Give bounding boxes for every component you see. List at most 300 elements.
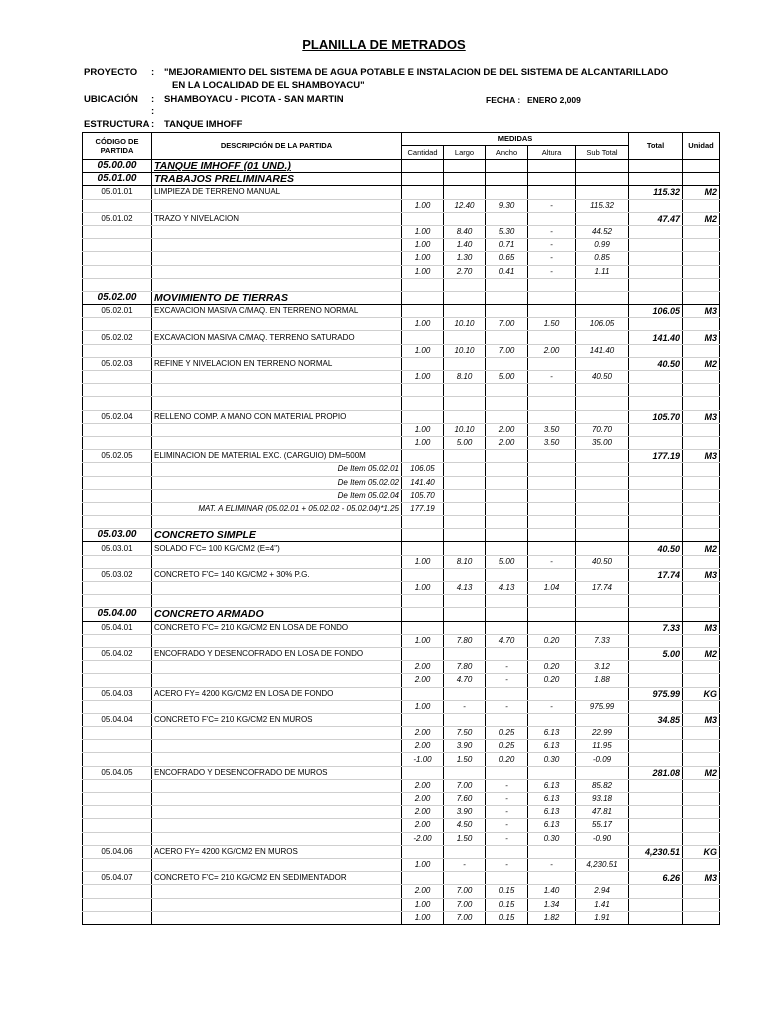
empty-cell [486,502,528,515]
item-code: 05.04.04 [83,713,152,726]
empty-cell [576,278,629,291]
measure-cantidad: 2.00 [402,819,444,832]
empty-cell [528,331,576,344]
empty-cell [486,173,528,186]
reference-row [83,463,720,476]
empty-cell [486,621,528,634]
empty-cell [83,911,152,924]
empty-cell [629,806,683,819]
measure-altura: - [528,555,576,568]
ubicacion-value: SHAMBOYACU - PICOTA - SAN MARTIN [164,94,344,105]
empty-cell [444,502,486,515]
empty-cell [152,806,402,819]
measure-altura: 3.50 [528,423,576,436]
measure-ancho: - [486,832,528,845]
empty-cell [683,911,720,924]
empty-cell [528,529,576,542]
empty-cell [528,595,576,608]
empty-cell [486,647,528,660]
measure-ancho: 0.41 [486,265,528,278]
measure-ancho: - [486,779,528,792]
blank-row [83,384,720,397]
empty-cell [444,212,486,225]
section-row [83,529,720,542]
blank-row [83,595,720,608]
empty-cell [576,489,629,502]
measure-altura: - [528,225,576,238]
measure-cantidad: 1.00 [402,199,444,212]
measure-subtotal: 1.41 [576,898,629,911]
measure-ancho: 0.65 [486,252,528,265]
measure-subtotal: 1.11 [576,265,629,278]
empty-cell [83,661,152,674]
item-total: 40.50 [629,357,683,370]
measure-altura: 6.13 [528,779,576,792]
empty-cell [83,476,152,489]
measure-subtotal: 1.88 [576,674,629,687]
col-subtotal: Sub Total [576,146,629,160]
empty-cell [629,727,683,740]
empty-cell [576,766,629,779]
empty-cell [152,740,402,753]
title-text: PLANILLA DE METRADOS [302,37,466,52]
empty-cell [444,529,486,542]
measure-altura: 6.13 [528,806,576,819]
empty-cell [444,450,486,463]
empty-cell [444,331,486,344]
empty-cell [486,476,528,489]
measure-row [83,225,720,238]
empty-cell [402,160,444,173]
measure-ancho: - [486,819,528,832]
item-unit: M3 [683,872,720,885]
empty-cell [528,542,576,555]
empty-cell [152,516,402,529]
item-unit: M2 [683,542,720,555]
measure-altura: 6.13 [528,819,576,832]
item-total: 6.26 [629,872,683,885]
empty-cell [576,845,629,858]
empty-cell [528,160,576,173]
measure-row [83,700,720,713]
empty-cell [444,872,486,885]
measure-largo: 2.70 [444,265,486,278]
measure-row [83,239,720,252]
proyecto-colon: : [151,67,155,78]
empty-cell [683,793,720,806]
measure-largo: 4.70 [444,674,486,687]
item-code: 05.02.02 [83,331,152,344]
empty-cell [576,872,629,885]
section-title: MOVIMIENTO DE TIERRAS [152,291,402,304]
empty-cell [444,687,486,700]
empty-cell [683,502,720,515]
measure-row [83,753,720,766]
empty-cell [629,858,683,871]
item-code: 05.04.02 [83,647,152,660]
item-row [83,568,720,581]
measure-largo: 7.80 [444,661,486,674]
item-row [83,621,720,634]
reference-row [83,489,720,502]
measure-largo: 8.10 [444,371,486,384]
measure-largo: 10.10 [444,344,486,357]
item-code: 05.02.05 [83,450,152,463]
empty-cell [444,397,486,410]
empty-cell [683,555,720,568]
item-description: ENCOFRADO Y DESENCOFRADO EN LOSA DE FONDO [152,647,402,660]
item-description: CONCRETO F'C= 140 KG/CM2 + 30% P.G. [152,568,402,581]
empty-cell [444,608,486,621]
empty-cell [152,318,402,331]
empty-cell [528,305,576,318]
item-unit: M2 [683,766,720,779]
measure-cantidad: 1.00 [402,239,444,252]
measure-cantidad: 2.00 [402,793,444,806]
empty-cell [683,291,720,304]
empty-cell [683,595,720,608]
measure-subtotal: 0.99 [576,239,629,252]
measure-cantidad: 1.00 [402,344,444,357]
empty-cell [576,713,629,726]
item-total: 281.08 [629,766,683,779]
empty-cell [528,766,576,779]
measure-largo: 7.00 [444,885,486,898]
measure-ancho: 0.71 [486,239,528,252]
col-unidad: Unidad [683,133,720,160]
measure-subtotal: 47.81 [576,806,629,819]
measure-ancho: 4.70 [486,634,528,647]
measure-altura: 3.50 [528,436,576,449]
item-total: 141.40 [629,331,683,344]
measure-subtotal: 11.95 [576,740,629,753]
measure-row [83,898,720,911]
section-code: 05.03.00 [83,529,152,542]
empty-cell [683,476,720,489]
measure-largo: 4.13 [444,582,486,595]
reference-value: 141.40 [402,476,444,489]
empty-cell [576,357,629,370]
empty-cell [683,806,720,819]
measure-cantidad: 1.00 [402,265,444,278]
measure-cantidad: 1.00 [402,582,444,595]
empty-cell [83,371,152,384]
empty-cell [83,423,152,436]
measure-row [83,674,720,687]
measure-row [83,423,720,436]
empty-cell [486,397,528,410]
empty-cell [629,173,683,186]
empty-cell [152,793,402,806]
empty-cell [683,727,720,740]
empty-cell [629,832,683,845]
measure-ancho: - [486,700,528,713]
empty-cell [683,885,720,898]
empty-cell [444,305,486,318]
empty-cell [528,516,576,529]
empty-cell [402,516,444,529]
measure-ancho: 0.15 [486,885,528,898]
empty-cell [486,687,528,700]
empty-cell [486,331,528,344]
empty-cell [444,384,486,397]
measure-altura: - [528,252,576,265]
measure-altura: 0.30 [528,753,576,766]
measure-cantidad: 1.00 [402,252,444,265]
item-code: 05.04.03 [83,687,152,700]
empty-cell [576,212,629,225]
measure-subtotal: 35.00 [576,436,629,449]
measure-subtotal: 40.50 [576,555,629,568]
empty-cell [576,173,629,186]
empty-cell [444,766,486,779]
measure-ancho: 7.00 [486,318,528,331]
empty-cell [683,753,720,766]
empty-cell [629,371,683,384]
empty-cell [528,357,576,370]
item-unit: M2 [683,357,720,370]
section-row [83,173,720,186]
empty-cell [444,647,486,660]
reference-label: De Item 05.02.02 [152,476,402,489]
empty-cell [152,265,402,278]
empty-cell [152,252,402,265]
empty-cell [444,160,486,173]
measure-row [83,911,720,924]
empty-cell [486,305,528,318]
item-description: TRAZO Y NIVELACION [152,212,402,225]
empty-cell [629,265,683,278]
empty-cell [528,687,576,700]
item-total: 7.33 [629,621,683,634]
measure-subtotal: 141.40 [576,344,629,357]
measure-largo: 8.40 [444,225,486,238]
item-row [83,357,720,370]
item-total: 115.32 [629,186,683,199]
estructura-colon: : [151,119,155,130]
measure-row [83,265,720,278]
empty-cell [629,225,683,238]
empty-cell [83,832,152,845]
measure-altura: 6.13 [528,727,576,740]
empty-cell [402,291,444,304]
empty-cell [402,647,444,660]
col-total: Total [629,133,683,160]
empty-cell [629,582,683,595]
empty-cell [629,291,683,304]
measure-largo: 1.30 [444,252,486,265]
empty-cell [402,357,444,370]
empty-cell [83,397,152,410]
page-title [0,37,768,52]
empty-cell [486,291,528,304]
col-cantidad: Cantidad [402,146,444,160]
estructura-label: ESTRUCTURA [84,119,150,130]
empty-cell [629,502,683,515]
empty-cell [683,265,720,278]
empty-cell [629,436,683,449]
ubicacion-label: UBICACIÓN [84,94,138,105]
item-unit: M3 [683,305,720,318]
measure-cantidad: 1.00 [402,423,444,436]
item-code: 05.04.05 [83,766,152,779]
measure-ancho: - [486,806,528,819]
item-row [83,845,720,858]
item-description: LIMPIEZA DE TERRENO MANUAL [152,186,402,199]
empty-cell [629,252,683,265]
empty-cell [402,450,444,463]
empty-cell [402,687,444,700]
empty-cell [486,384,528,397]
empty-cell [83,793,152,806]
measure-row [83,555,720,568]
item-description: EXCAVACION MASIVA C/MAQ. TERRENO SATURADO [152,331,402,344]
item-description: ELIMINACION DE MATERIAL EXC. (CARGUIO) DM=500M [152,450,402,463]
empty-cell [683,858,720,871]
measure-cantidad: 1.00 [402,858,444,871]
measure-altura: 6.13 [528,740,576,753]
empty-cell [629,793,683,806]
empty-cell [528,621,576,634]
empty-cell [486,186,528,199]
reference-value: 106.05 [402,463,444,476]
item-row [83,331,720,344]
empty-cell [629,516,683,529]
empty-cell [444,410,486,423]
empty-cell [152,278,402,291]
ubicacion-colon: : [151,94,155,105]
measure-altura: 0.20 [528,634,576,647]
measure-cantidad: 2.00 [402,806,444,819]
item-code: 05.01.01 [83,186,152,199]
item-unit: M3 [683,450,720,463]
measure-cantidad: 1.00 [402,436,444,449]
empty-cell [402,621,444,634]
measure-ancho: 0.15 [486,911,528,924]
empty-cell [576,476,629,489]
empty-cell [576,516,629,529]
measure-ancho: 9.30 [486,199,528,212]
measure-row [83,858,720,871]
empty-cell [83,516,152,529]
blank-row [83,516,720,529]
section-title: TRABAJOS PRELIMINARES [152,173,402,186]
empty-cell [576,160,629,173]
empty-cell [83,582,152,595]
fecha-label: FECHA : [486,95,521,105]
measure-cantidad: 1.00 [402,634,444,647]
measure-subtotal: 70.70 [576,423,629,436]
empty-cell [528,186,576,199]
section-title: CONCRETO SIMPLE [152,529,402,542]
empty-cell [152,898,402,911]
empty-cell [83,252,152,265]
measure-cantidad: 1.00 [402,371,444,384]
empty-cell [683,371,720,384]
reference-row [83,502,720,515]
estructura-value: TANQUE IMHOFF [164,119,243,130]
empty-cell [402,568,444,581]
empty-cell [444,568,486,581]
measure-largo: 10.10 [444,423,486,436]
item-unit: M3 [683,331,720,344]
empty-cell [486,212,528,225]
empty-cell [576,608,629,621]
item-row [83,542,720,555]
empty-cell [629,489,683,502]
item-description: ENCOFRADO Y DESENCOFRADO DE MUROS [152,766,402,779]
empty-cell [83,555,152,568]
measure-subtotal: 55.17 [576,819,629,832]
item-unit: M2 [683,647,720,660]
empty-cell [444,713,486,726]
measure-largo: 7.00 [444,898,486,911]
measure-ancho: 0.15 [486,898,528,911]
item-code: 05.03.02 [83,568,152,581]
measure-cantidad: 2.00 [402,885,444,898]
item-description: ACERO FY= 4200 KG/CM2 EN MUROS [152,845,402,858]
empty-cell [486,608,528,621]
col-altura: Altura [528,146,576,160]
empty-cell [444,516,486,529]
empty-cell [402,410,444,423]
measure-row [83,793,720,806]
measure-largo: - [444,700,486,713]
item-unit: M3 [683,568,720,581]
empty-cell [402,186,444,199]
empty-cell [683,634,720,647]
empty-cell [683,463,720,476]
measure-altura: - [528,700,576,713]
measure-row [83,819,720,832]
empty-cell [152,384,402,397]
empty-cell [444,357,486,370]
measure-subtotal: 0.85 [576,252,629,265]
empty-cell [528,872,576,885]
empty-cell [152,595,402,608]
measure-ancho: - [486,674,528,687]
empty-cell [486,516,528,529]
item-total: 17.74 [629,568,683,581]
measure-largo: 7.00 [444,779,486,792]
empty-cell [444,173,486,186]
measure-cantidad: 1.00 [402,898,444,911]
empty-cell [576,542,629,555]
empty-cell [629,819,683,832]
empty-cell [152,344,402,357]
empty-cell [683,898,720,911]
empty-cell [444,845,486,858]
empty-cell [683,318,720,331]
measure-largo: 4.50 [444,819,486,832]
col-medidas: MEDIDAS [402,133,629,146]
empty-cell [576,305,629,318]
empty-cell [444,621,486,634]
empty-cell [83,278,152,291]
measure-row [83,740,720,753]
empty-cell [83,634,152,647]
section-code: 05.01.00 [83,173,152,186]
measure-row [83,779,720,792]
empty-cell [152,727,402,740]
empty-cell [683,674,720,687]
empty-cell [629,423,683,436]
empty-cell [683,700,720,713]
item-code: 05.02.04 [83,410,152,423]
empty-cell [528,463,576,476]
measure-cantidad: -1.00 [402,753,444,766]
blank-row [83,278,720,291]
